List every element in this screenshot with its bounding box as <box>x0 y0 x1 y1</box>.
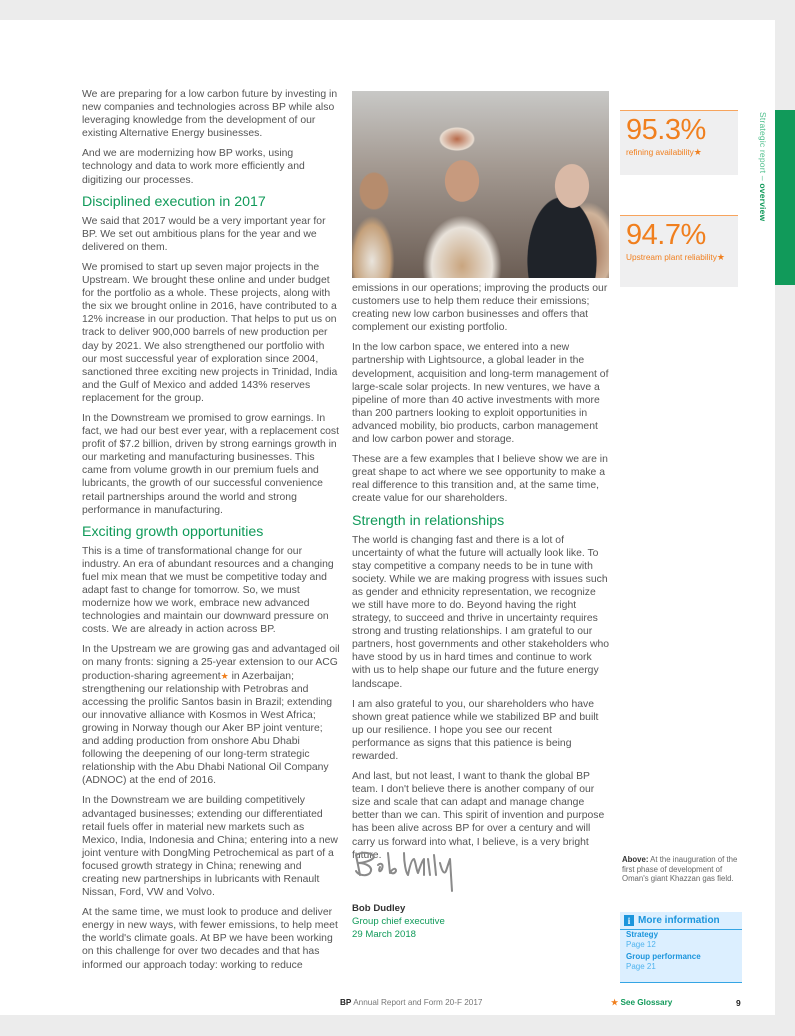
stat-refining-availability <box>620 110 738 175</box>
paragraph: We said that 2017 would be a very important year for BP. We set out ambitious plans for the year and we delivered on them. <box>82 215 326 253</box>
paragraph-text: in Azerbaijan; strengthening our relationship with Petrobras and accessing the prolific Santos basin in Brazil; extending our innovative alliance with Kosmos in West Africa; growing in Norway though our Aker BP joint venture; and adding production from onshore Abu Dhabi following the deepening of our long-term strategic relationship with the Abu Dhabi National Oil Company (ADNOC) at the end of 2016. <box>82 670 333 787</box>
more-info-link-strategy[interactable]: Strategy Page 12 <box>626 930 659 949</box>
section-label: Strategic report – overview <box>758 112 768 222</box>
glossary-star-icon: ★ <box>611 998 619 1007</box>
paragraph: The world is changing fast and there is a lot of uncertainty of what the future will actually look like. To stay competitive a company needs to be in tune with society. While we are making progress with issues such as gender and ethnicity representation, we recognize we still have more to do. Beyond having the right strategy, to succeed and thrive in uncertainty requires strong and trusting relationships. I am grateful to our partners, host governments and other stakeholders who have stood by us in hard times and continue to work with us to help shape our future and the future energy landscape. <box>352 534 610 690</box>
info-icon: i <box>624 915 634 926</box>
section-heading-growth-opportunities: Exciting growth opportunities <box>82 523 264 540</box>
paragraph: In the Downstream we are building competitively advantaged businesses; extending our differentiated retail fuels offer in material new markets such as Mexico, India, Indonesia and China; entering into a new joint venture with DongMing Petrochemical as part of a focused growth strategy in China; renewing and creating new partnerships in lubricants with Renault Nissan, Ford, VW and Volvo. <box>82 795 338 899</box>
footer-report-title: BP Annual Report and Form 20-F 2017 <box>340 998 483 1007</box>
see-glossary-link[interactable]: ★ See Glossary <box>611 998 673 1007</box>
paragraph <box>82 643 340 787</box>
paragraph: At the same time, we must look to produce and deliver energy in new ways, with fewer emissions, to help meet the world's climate goals. At BP we have been working on this challenge for over two decades and that has informed our approach today: working to reduce <box>82 907 338 971</box>
signature-image <box>352 845 467 893</box>
paragraph: In the low carbon space, we entered into a new partnership with Lightsource, a global leader in the development, acquisition and long-term management of large-scale solar projects. In new ventures, we have a pipeline of more than 40 active investments with more than 200 partners looking to exploit opportunities in advanced mobility, bio products, carbon management and low carbon power and storage. <box>352 342 609 446</box>
glossary-star-icon[interactable]: ★ <box>716 252 725 262</box>
stat-label: Upstream plant reliability★ <box>626 252 725 262</box>
paragraph: emissions in our operations; improving the products our customers use to help them reduce their emissions; creating new low carbon businesses and offers that complement our existing portfolio. <box>352 283 608 334</box>
glossary-star-icon[interactable]: ★ <box>220 670 229 681</box>
section-tab[interactable] <box>775 110 795 285</box>
section-heading-disciplined-execution: Disciplined execution in 2017 <box>82 193 266 210</box>
photo-khazzan-inauguration <box>352 91 609 278</box>
paragraph: I am also grateful to you, our shareholders who have shown great patience while we stabilized BP and built up our resilience. I hope you see our recent performance as signs that this patience is being rewarded. <box>352 698 599 762</box>
paragraph-text: In the Upstream we are growing gas and advantaged oil on many fronts: signing a 25-year extension to our ACG production-sharing agreement <box>82 644 340 682</box>
paragraph: We promised to start up seven major projects in the Upstream. We brought these online and under budget for the portfolio as a whole. These projects, along with the six we brought online in 2016, have contributed to a 12% increase in our production. That helps to put us on track to deliver 900,000 barrels of new production per day by 2021. We also strengthened our portfolio with our most successful year of exploration since 2004, sanctioned three exciting new projects in Trinidad, India and the Gulf of Mexico and added 143% reserves replacement for the group. <box>82 261 338 404</box>
stat-upstream-plant-reliability <box>620 215 738 287</box>
glossary-star-icon[interactable]: ★ <box>693 147 702 157</box>
stat-value: 94.7% <box>626 219 706 251</box>
paragraph: And last, but not least, I want to thank the global BP team. I don't believe there is another company of our size and scale that can adapt and manage change better than we can. This spirit of invention and purpose has been alive across BP for over a century and will carry us forward into what, I believe, is a very bright future. <box>352 771 605 861</box>
signatory-name: Bob Dudley <box>352 903 406 914</box>
stat-value: 95.3% <box>626 114 706 146</box>
stat-label: refining availability★ <box>626 147 702 157</box>
body-column-right <box>352 282 610 869</box>
page-number: 9 <box>736 998 741 1008</box>
more-information-header <box>620 912 742 930</box>
section-heading-strength-in-relationships: Strength in relationships <box>352 512 505 529</box>
paragraph: And we are modernizing how BP works, using technology and data to work more efficiently and digitizing our processes. <box>82 148 305 186</box>
signature-date: 29 March 2018 <box>352 929 416 940</box>
paragraph: We are preparing for a low carbon future by investing in new companies and technologies across BP while also leveraging knowledge from the development of our existing Alternative Energy businesses. <box>82 89 338 140</box>
paragraph: This is a time of transformational change for our industry. An era of abundant resources and a changing fuel mix mean that we must be competitive today and adapt fast to change for tomorrow. So, we must modernize how we work, embrace new advanced technologies and maintain our downward pressure on costs. We are already in action across BP. <box>82 545 334 636</box>
more-information-title: More information <box>638 915 720 926</box>
signatory-title: Group chief executive <box>352 916 445 927</box>
paragraph: In the Downstream we promised to grow earnings. In fact, we had our best ever year, with a replacement cost profit of $7.2 billion, driven by strong earnings growth in our marketing and manufacturing businesses. This came from volume growth in our premium fuels and lubricants, the growth of our successful convenience retail partnerships around the world and strong performance in manufacturing. <box>82 412 340 516</box>
photo-caption: Above: At the inauguration of the first phase of development of Oman's giant Khazzan gas field. <box>622 855 738 884</box>
paragraph: These are a few examples that I believe show we are in great shape to act where we see opportunity to make a real difference to this transition and, at the same time, create value for our shareholders. <box>352 454 608 505</box>
more-info-link-group-performance[interactable]: Group performance Page 21 <box>626 952 701 971</box>
body-column-left <box>82 88 340 979</box>
more-information-box <box>620 912 742 983</box>
